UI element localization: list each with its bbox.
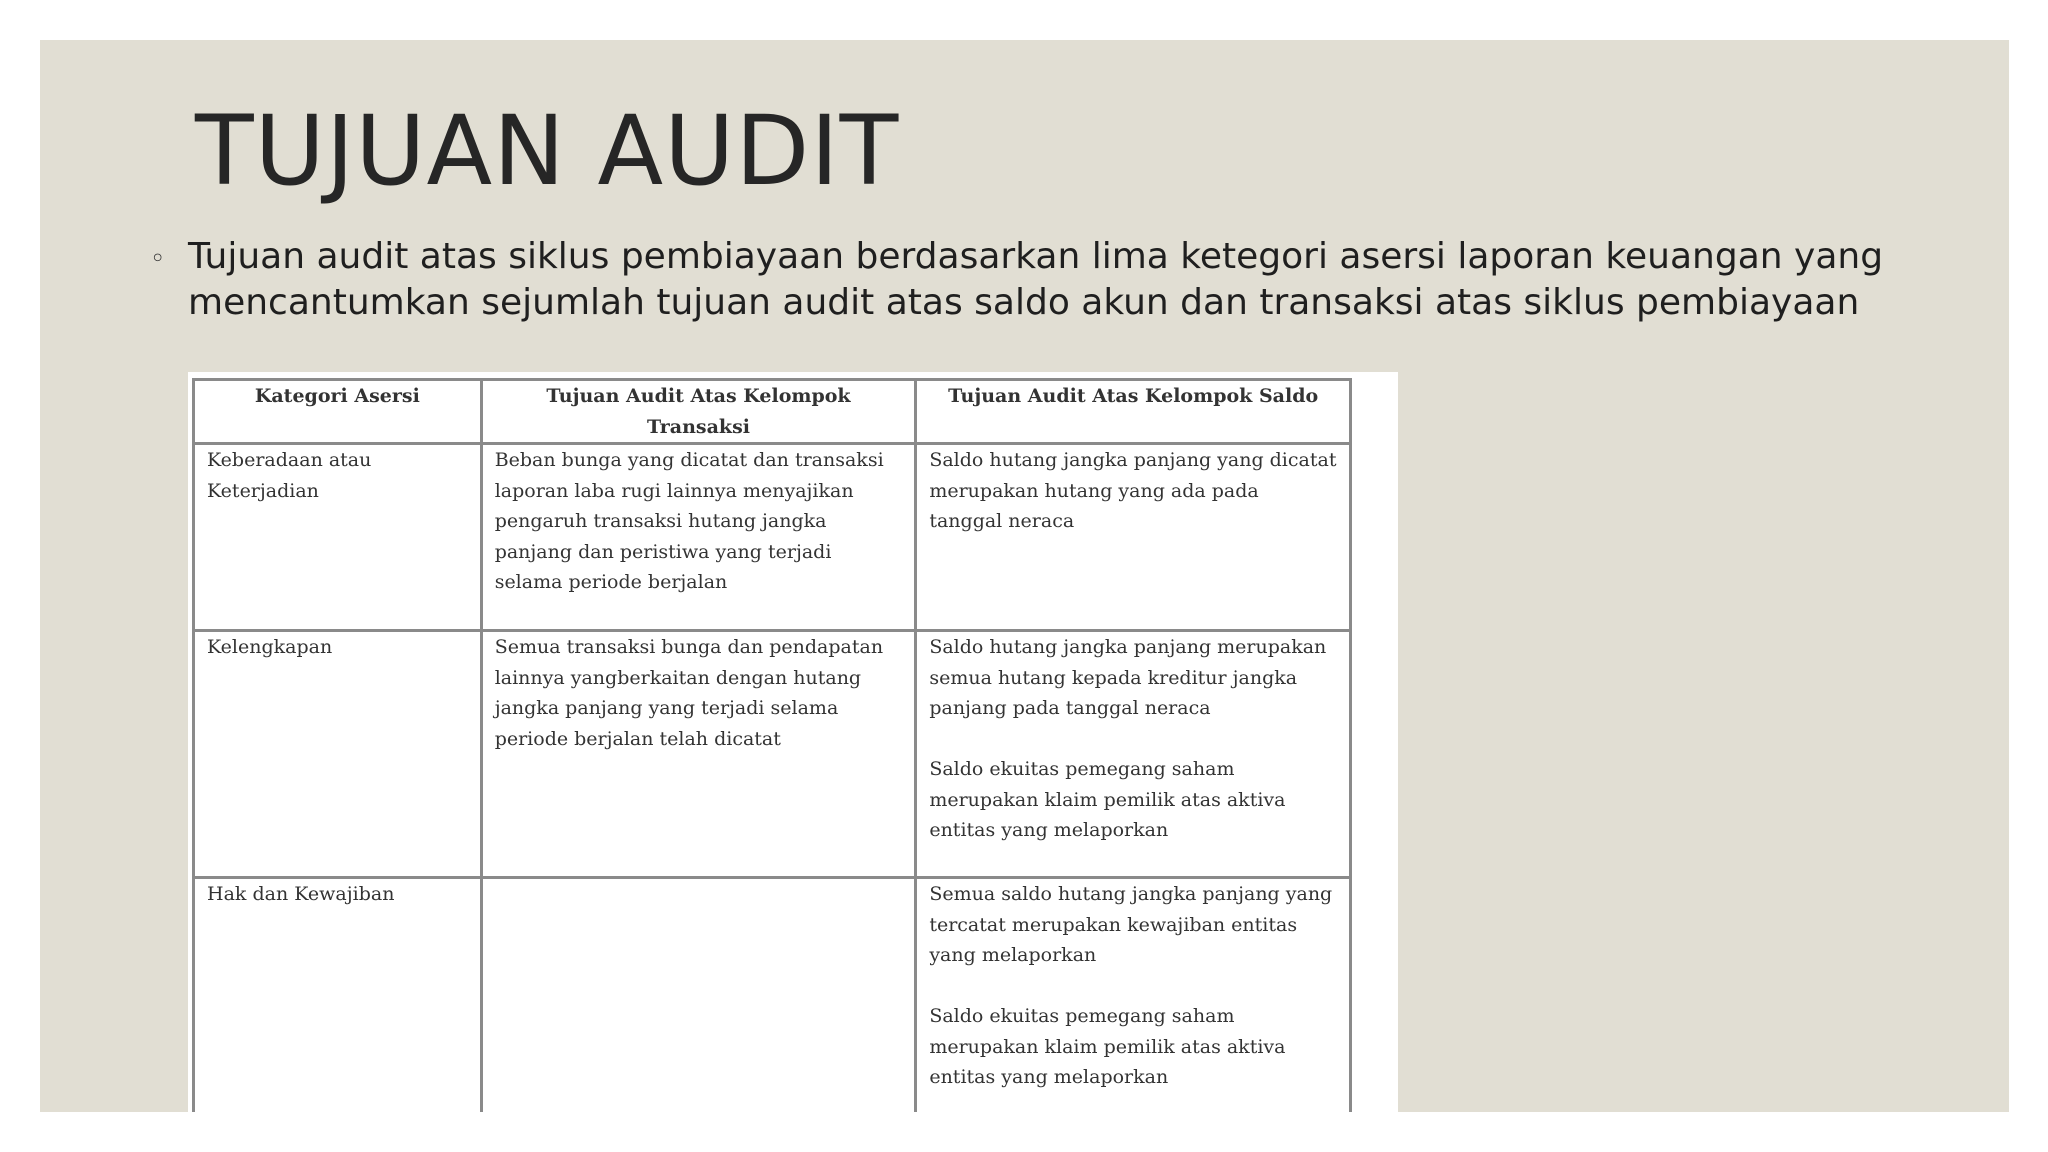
balance-text-secondary: Saldo ekuitas pemegang saham merupakan klaim pemilik atas aktiva entitas yang melaporkan [929,1005,1286,1088]
balance-text: Saldo hutang jangka panjang yang dicatat merupakan hutang yang ada pada tanggal neraca [929,449,1337,532]
balance-text-secondary: Saldo ekuitas pemegang saham merupakan klaim pemilik atas aktiva entitas yang melaporkan [929,758,1286,841]
header-tujuan-saldo: Tujuan Audit Atas Kelompok Saldo [916,380,1351,444]
balance-text: Saldo hutang jangka panjang merupakan semua hutang kepada kreditur jangka panjang pada tanggal neraca [929,636,1327,719]
bullet-item [150,234,1890,326]
transaction-cell [481,878,916,1113]
table-row [194,631,1351,878]
table-header-row [194,380,1351,444]
transaction-cell: Semua transaksi bunga dan pendapatan lainnya yangberkaitan dengan hutang jangka panjang yang terjadi selama periode berjalan telah dicatat [481,631,916,878]
balance-text: Semua saldo hutang jangka panjang yang tercatat merupakan kewajiban entitas yang melaporkan [929,883,1333,966]
balance-cell [916,878,1351,1113]
header-kategori-asersi: Kategori Asersi [194,380,482,444]
category-cell: Kelengkapan [194,631,482,878]
category-cell: Hak dan Kewajiban [194,878,482,1113]
bullet-circle-icon: ◦ [150,244,166,274]
header-tujuan-transaksi: Tujuan Audit Atas Kelompok Transaksi [481,380,916,444]
slide-title: TUJUAN AUDIT [195,95,900,207]
balance-cell [916,631,1351,878]
transaction-cell: Beban bunga yang dicatat dan transaksi laporan laba rugi lainnya menyajikan pengaruh transaksi hutang jangka panjang dan peristiwa yang terjadi selama periode berjalan [481,444,916,631]
balance-cell [916,444,1351,631]
table-row [194,444,1351,631]
category-cell: Keberadaan atau Keterjadian [194,444,482,631]
audit-objectives-table [192,378,1352,1112]
table-row [194,878,1351,1113]
bullet-text: Tujuan audit atas siklus pembiayaan berdasarkan lima ketegori asersi laporan keuangan yang mencantumkan sejumlah tujuan audit atas saldo akun dan transaksi atas siklus pembiayaan [188,236,1884,323]
slide [40,40,2009,1112]
audit-table-image [188,372,1398,1112]
